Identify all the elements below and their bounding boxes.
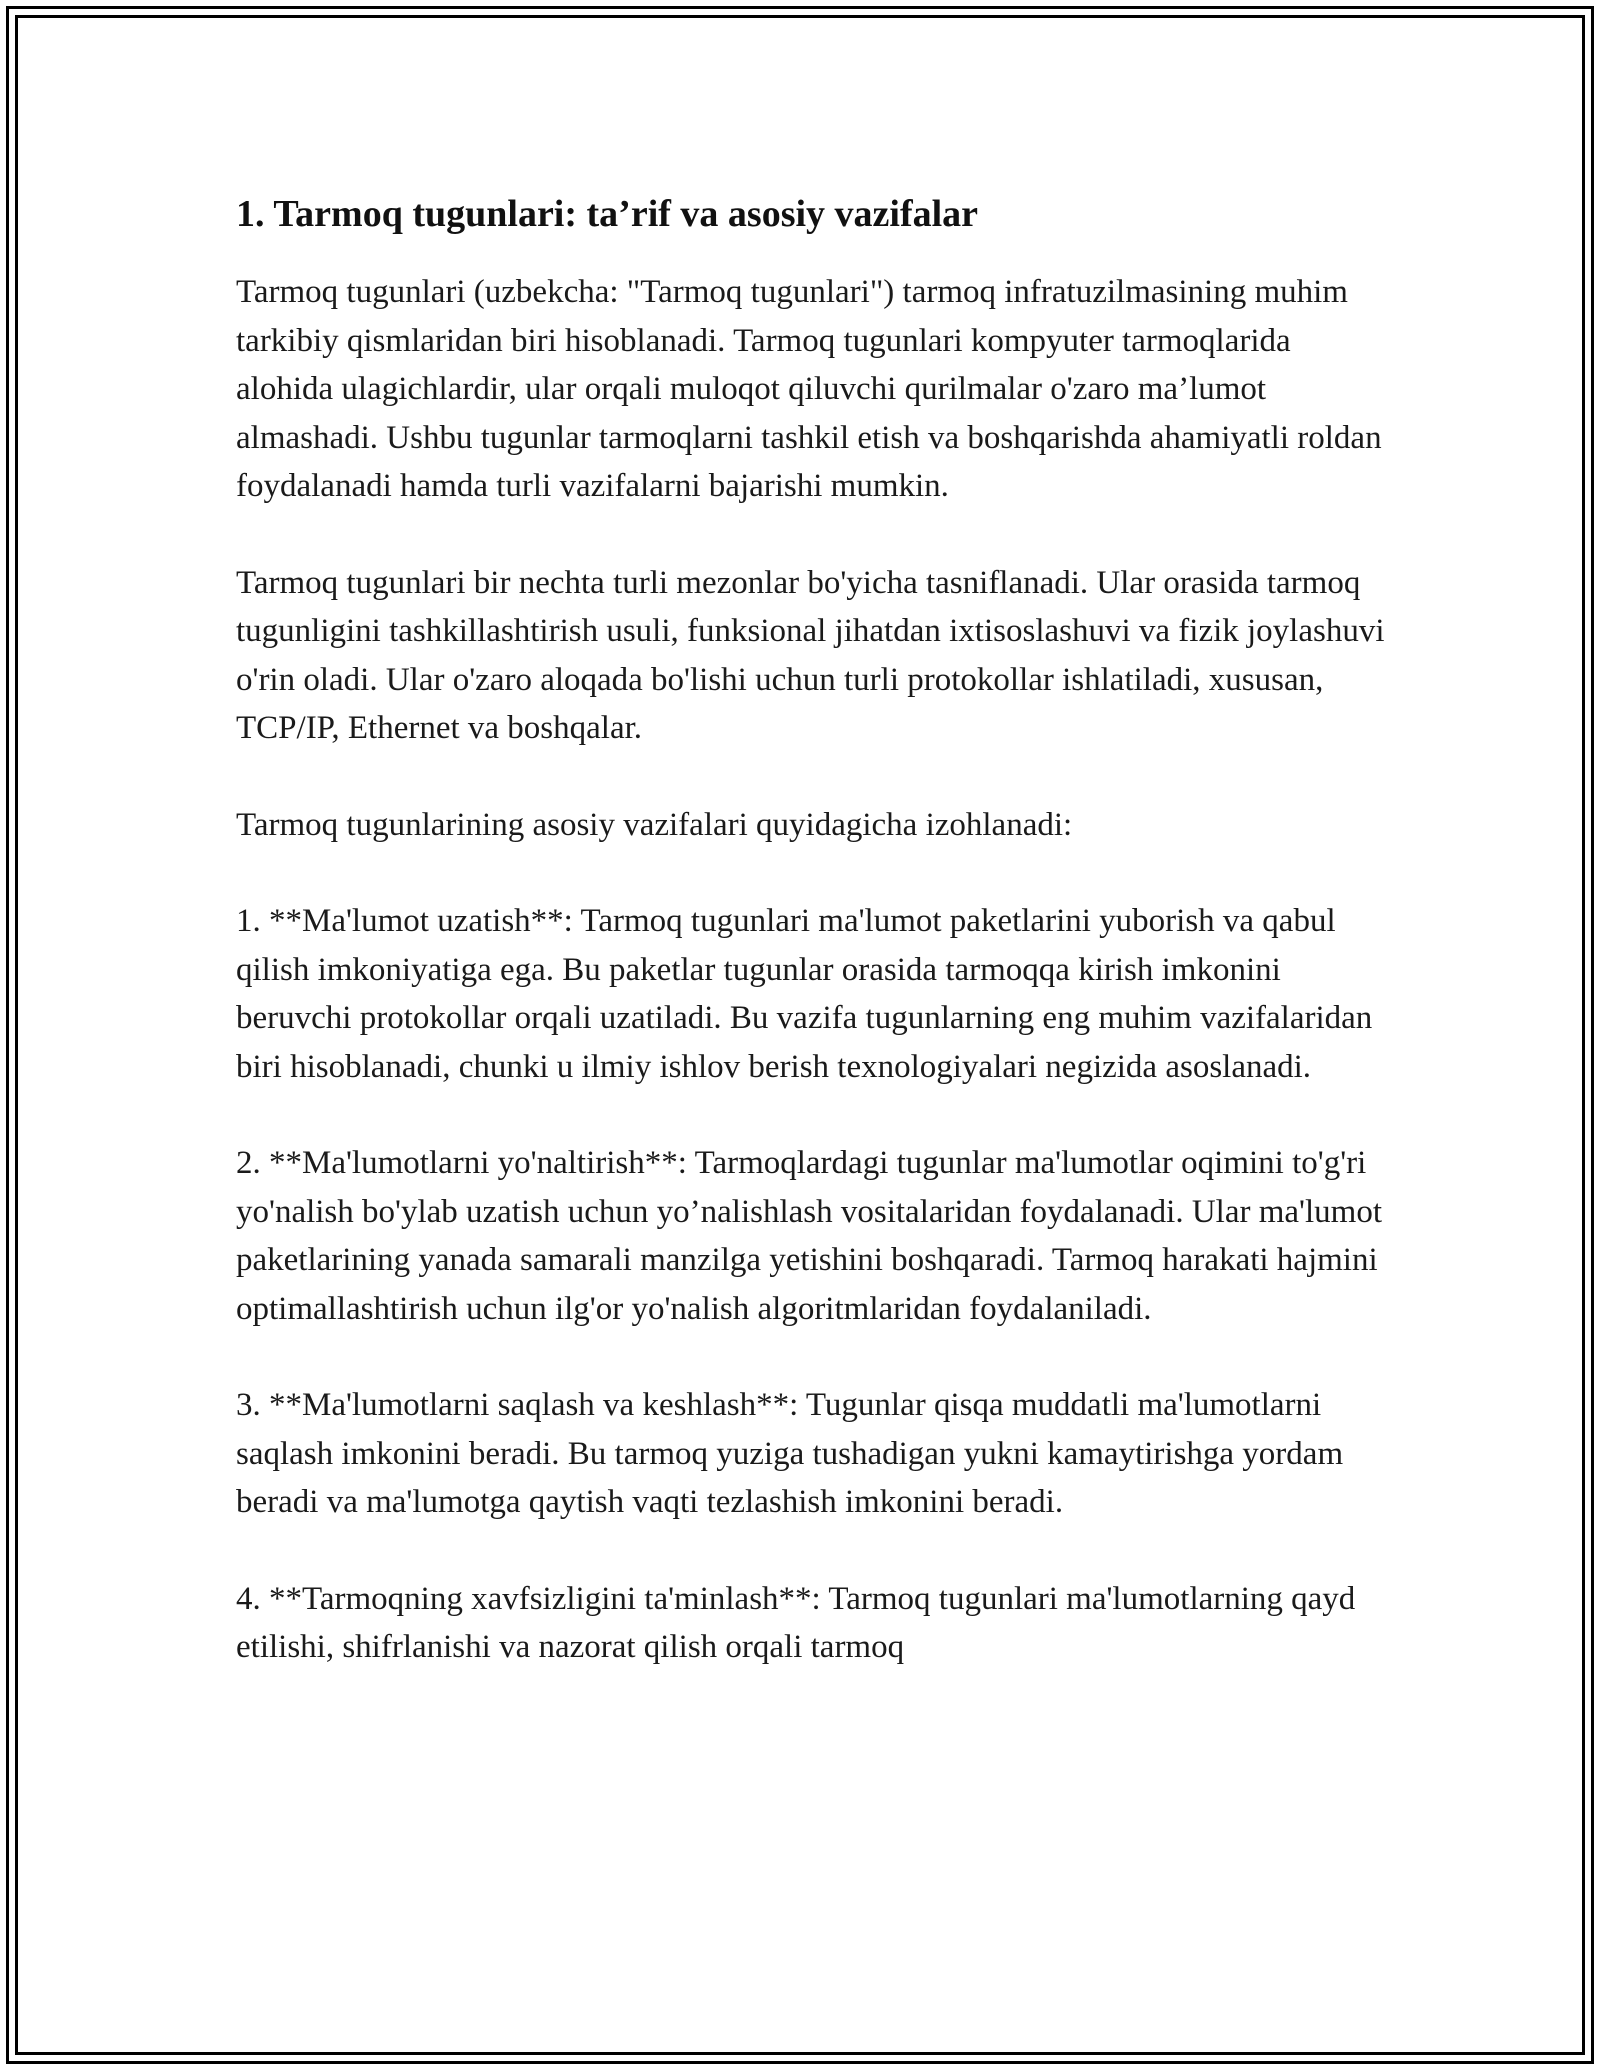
list-item-data-routing: 2. **Ma'lumotlarni yo'naltirish**: Tarmoqlardagi tugunlar ma'lumotlar oqimini to'g'ri yo'nalish bo'ylab uzatish uchun yo’nalishlash vositalaridan foydalanadi. Ular ma'lumot paketlarining yanada samarali manzilga yetishini boshqaradi. Tarmoq harakati hajmini optimallashtirish uchun ilg'or yo'nalish algoritmlaridan foydalaniladi. bbox=[236, 1145, 1382, 1327]
list-item-data-storage-caching: 3. **Ma'lumotlarni saqlash va keshlash**: Tugunlar qisqa muddatli ma'lumotlarni saqlash imkonini beradi. Bu tarmoq yuziga tushadigan yukni kamaytirishga yordam beradi va ma'lumotga qaytish vaqti tezlashish imkonini beradi. bbox=[236, 1387, 1344, 1520]
paragraph-functions-lead: Tarmoq tugunlarining asosiy vazifalari quyidagicha izohlanadi: bbox=[236, 806, 1073, 843]
section-heading: 1. Tarmoq tugunlari: ta’rif va asosiy vazifalar bbox=[236, 193, 979, 235]
list-item-data-transfer: 1. **Ma'lumot uzatish**: Tarmoq tugunlari ma'lumot paketlarini yuborish va qabul qilish imkoniyatiga ega. Bu paketlar tugunlar orasida tarmoqqa kirish imkonini beruvchi protokollar orqali uzatiladi. Bu vazifa tugunlarning eng muhim vazifalaridan biri hisoblanadi, chunki u ilmiy ishlov berish texnologiyalari negizida asoslanadi. bbox=[236, 903, 1373, 1085]
paragraph-classification: Tarmoq tugunlari bir nechta turli mezonlar bo'yicha tasniflanadi. Ular orasida tarmoq tugunligini tashkillashtirish usuli, funksional jihatdan ixtisoslashuvi va fizik joylashuvi o'rin oladi. Ular o'zaro aloqada bo'lishi uchun turli protokollar ishlatiladi, xususan, TCP/IP, Ethernet va boshqalar. bbox=[236, 564, 1385, 746]
list-item-network-security: 4. **Tarmoqning xavfsizligini ta'minlash**: Tarmoq tugunlari ma'lumotlarning qayd etilishi, shifrlanishi va nazorat qilish orqali tarmoq bbox=[236, 1580, 1356, 1665]
paragraph-intro: Tarmoq tugunlari (uzbekcha: "Tarmoq tugunlari") tarmoq infratuzilmasining muhim tarkibiy qismlaridan biri hisoblanadi. Tarmoq tugunlari kompyuter tarmoqlarida alohida ulagichlardir, ular orqali muloqot qiluvchi qurilmalar o'zaro ma’lumot almashadi. Ushbu tugunlar tarmoqlarni tashkil etish va boshqarishda ahamiyatli roldan foydalanadi hamda turli vazifalarni bajarishi mumkin. bbox=[236, 274, 1382, 504]
document-body bbox=[236, 186, 1386, 1672]
